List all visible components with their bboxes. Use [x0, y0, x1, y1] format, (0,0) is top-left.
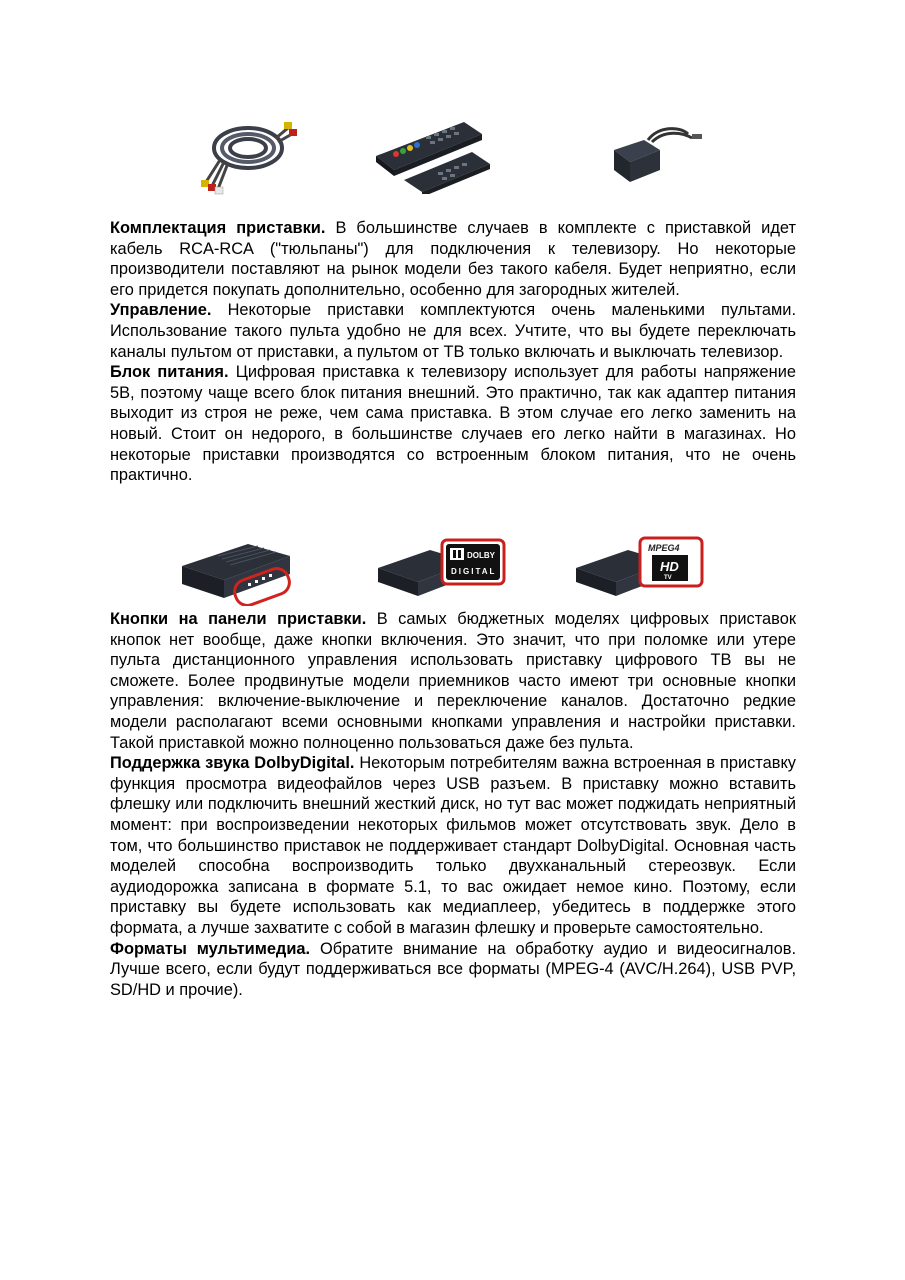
section-text: В большинстве случаев в комплекте с приставкой идет кабель RCA-RCA ("тюльпаны") для подключения к телевизору. Но некоторые производители поставляют на рынок модели без такого кабеля. Будет неприятно, если его придется покупать дополнительно, особенно для загородных жителей. [110, 219, 796, 299]
section-formats [110, 939, 796, 1001]
section-text: Некоторым потребителям важна встроенная в приставку функция просмотра видеофайлов через USB разъем. В приставку можно вставить флешку или подключить внешний жесткий диск, но тут вас может поджидать неприятный момент: при воспроизведении некоторых фильмов может отсутствовать звук. Дело в том, что большинство приставок не поддерживает стандарт DolbyDigital. Основная часть моделей способна воспроизводить только двухканальный стереозвук. Если аудиодорожка записана в формате 5.1, то вас ожидает немое кино. Поэтому, если приставку вы будете использовать как медиаплеер, убедитесь в поддержке этого формата, а лучше захватите с собой в магазин флешку и проверьте самостоятельно. [110, 754, 796, 937]
badge-text: DOLBY [467, 551, 495, 560]
section-text: Некоторые приставки комплектуются очень маленькими пультами. Использование такого пульта удобно не для всех. Учтите, что вы будете переключать каналы пультом от приставки, а пультом от ТВ только включать и выключать телевизор. [110, 301, 796, 361]
section-heading: Блок питания. [110, 363, 229, 382]
remote-controls-icon [368, 114, 498, 194]
section-text: Обратите внимание на обработку аудио и видеосигналов. Лучше всего, если будут поддерживаться все форматы (MPEG-4 (AVC/H.264), USB PVP, SD/HD и прочие). [110, 939, 796, 999]
section-control [110, 300, 796, 362]
set-top-box-buttons-icon [178, 538, 298, 606]
badge-text: DIGITAL [451, 567, 497, 576]
section-kit [110, 218, 796, 300]
section-text: В самых бюджетных моделях цифровых приставок кнопок нет вообще, даже кнопки включения. Это значит, что при поломке или утере пульта дистанционного управления использовать приставку цифрового ТВ вы не сможете. Более продвинутые модели приемников часто имеют три основные кнопки управления: включение-выключение и переключение каналов. Достаточно редкие модели располагают всеми основными кнопками управления и настройки приставки. Такой приставкой можно полноценно пользоваться даже без пульта. [110, 610, 796, 752]
section-heading: Комплектация приставки. [110, 219, 326, 237]
section-power [110, 362, 796, 486]
text-block-top [110, 218, 796, 486]
section-heading: Кнопки на панели приставки. [110, 610, 367, 628]
badge-text: HD [660, 559, 679, 574]
badge-text: TV [664, 575, 672, 581]
set-top-box-mpeg4-icon [572, 536, 708, 606]
section-heading: Форматы мультимедиа. [110, 939, 311, 958]
badge-text: MPEG4 [648, 543, 680, 553]
set-top-box-dolby-icon [374, 536, 510, 606]
section-heading: Управление. [110, 301, 212, 320]
section-text: Цифровая приставка к телевизору использует для работы напряжение 5В, поэтому чаще всего блок питания внешний. Это практично, так как адаптер питания выходит из строя не реже, чем сама приставка. В этом случае его легко заменить на новый. Стоит он недорого, в большинстве случаев его легко найти в магазинах. Но некоторые приставки производятся со встроенным блоком питания, что не очень практично. [110, 363, 796, 485]
section-heading: Поддержка звука DolbyDigital. [110, 754, 355, 773]
set-top-box-image-row [110, 536, 796, 608]
accessories-image-row [110, 110, 796, 195]
section-dolby [110, 753, 796, 938]
text-block-bottom [110, 609, 796, 1000]
rca-cable-icon [198, 116, 298, 196]
section-buttons [110, 609, 796, 753]
power-adapter-icon [608, 120, 708, 190]
